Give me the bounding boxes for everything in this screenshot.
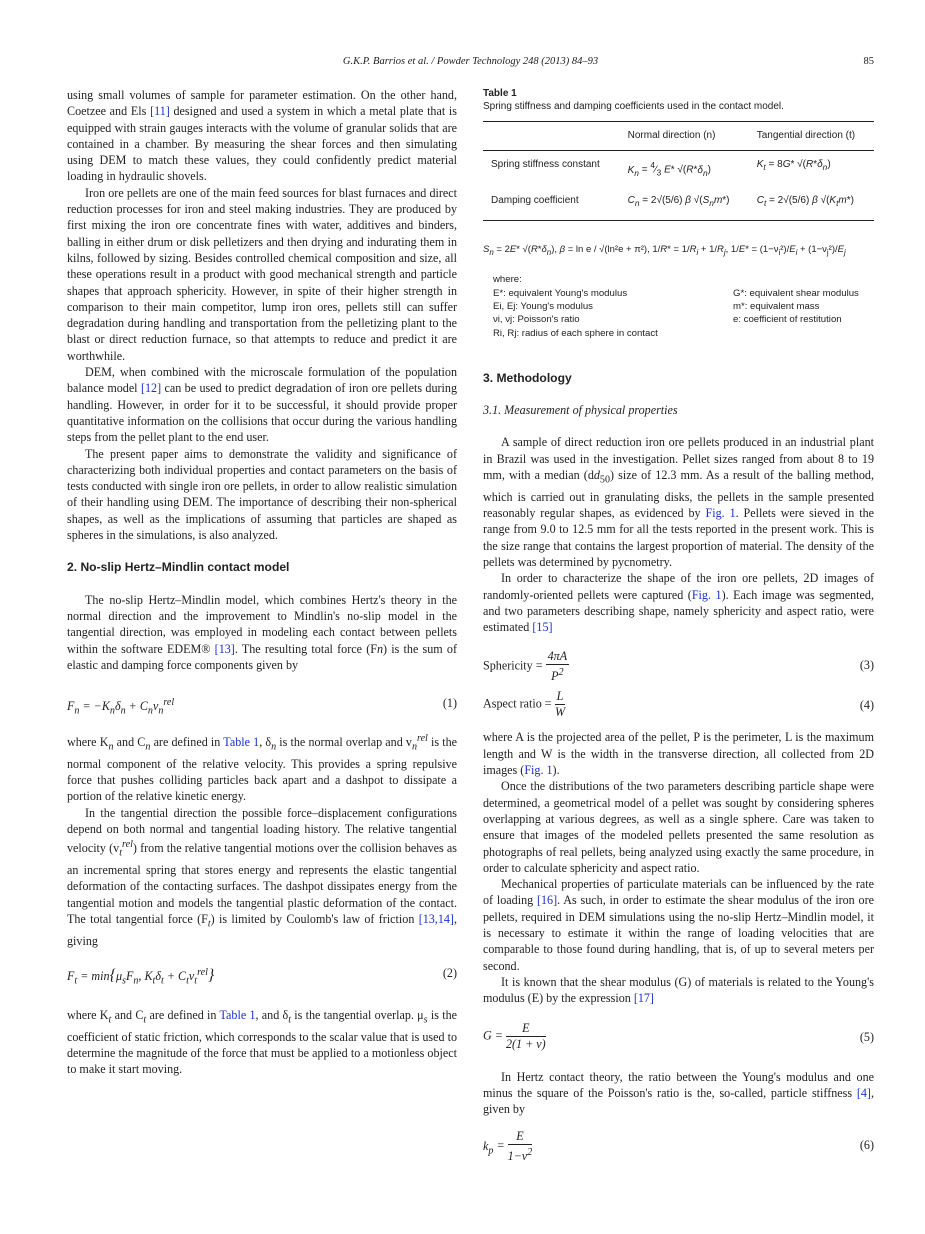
reference-link[interactable]: [11] xyxy=(150,104,170,119)
equation-number: (6) xyxy=(859,1138,874,1153)
equation-3: Sphericity = $\frac{4\pi A}{P^2}$ (3) xyxy=(483,649,874,684)
table-1-formulae: $S_n = 2E*$ $√(R*\delta_n)$, β = ln e / √(ln²e + π²), $1/R* = 1/R_i + 1/R_j$, $1/E* = (1-\nu_i^2)/E_i + (1-\nu_j^2)/E_j$ xyxy=(483,244,846,258)
figure-link[interactable]: Fig. 1 xyxy=(524,763,553,778)
equation-5: G = $\frac{E}{2(1 + \nu)}$ (5) xyxy=(483,1020,874,1051)
paragraph: The present paper aims to demonstrate the validity and significance of characterizing both individual properties and contact parameters on the basis of tests conducted with single iron ore pellets, in order to allow realistic simulation of their handling using DEM. The importance of describing their non-spherical shapes, as well as the implications of assuming that particles are shaped as spheres in the simulations, is also analyzed. xyxy=(67,446,457,543)
journal-citation: G.K.P. Barrios et al. / Powder Technology 248 (2013) 84–93 xyxy=(342,56,599,67)
figure-link[interactable]: Fig. 1 xyxy=(691,587,722,602)
table-cell: $K_t = 8G*$ $√(R*\delta_n)$ xyxy=(756,159,831,173)
table-link[interactable]: Table 1 xyxy=(219,1007,256,1022)
equation-number: (2) xyxy=(442,965,457,980)
paragraph: Once the distributions of the two parameters describing particle shape were determined, a geometrical model of a pellet was sought by considering spheres overlapping at various degrees, as well as a single sphere. Care was taken to ensure that images of the modeled pellets presented the same resolution as photographs of real pellets, being analyzed using exactly the same procedure, in order to calculate sphericity and aspect ratio. xyxy=(483,779,874,875)
reference-link[interactable]: [15] xyxy=(532,620,553,635)
paragraph: In order to characterize the shape of the iron ore pellets, 2D images of randomly-oriented pellets were captured (Fig. 1). Each image was segmented, and two parameters describing shape, namely sphericity and aspect ratio, were estimated [15] xyxy=(483,571,874,635)
table-header: Normal direction (n) xyxy=(620,122,749,151)
equation-number: (3) xyxy=(859,658,874,673)
paragraph: In the tangential direction the possible force–displacement configurations depend on both normal and tangential loading history. The relative tangential velocity $(v_t^{rel})$ from the relative tangential motions over the collision behaves as an incremental spring that stores energy and represents the elastic tangential deformation of the contacting surfaces. The dashpot dissipates energy from the tangential motion and models the tangential plastic deformation of the contact. The total tangential force $(F_t)$ is limited by Coulomb's law of friction [13,14], giving xyxy=(67,805,457,948)
reference-link[interactable]: [16] xyxy=(536,893,558,908)
table-row-label: Spring stiffness constant xyxy=(491,159,600,171)
section-heading: 3. Methodology xyxy=(483,370,572,385)
figure-link[interactable]: Fig. 1 xyxy=(705,506,736,521)
paragraph: Iron ore pellets are one of the main feed sources for blast furnaces and direct reduction processes for iron and steel making industries. They are produced by first mixing the iron ore concentrate fines with water, additives and binders, balling in either drum or disk pelletizers and then drying and indurating them in kilns, followed by sizing. Besides controlled chemical composition and size, all these operations result in a product with good mechanical strength and particle shapes that approach sphericity. However, in spite of their higher strength in comparison to their main competitor, lump iron ores, pellets still can suffer degradation during handling and transportation from the pelletizing plant to the blast or direct reduction furnace, so that attempts to reduce and predict it are worthwhile. xyxy=(67,185,457,363)
left-column xyxy=(67,87,457,1078)
reference-link[interactable]: [17] xyxy=(633,991,654,1006)
table-link[interactable]: Table 1 xyxy=(223,735,260,750)
reference-link[interactable]: [12] xyxy=(140,381,162,396)
table-header: Tangential direction (t) xyxy=(749,122,874,151)
paragraph: where $K_t$ and $C_t$ are defined in Table 1, and $\delta_t$ is the tangential overlap. $\mu_s$ is the coefficient of static friction, which corresponds to the scalar value that is used to determine the magnitude of the force that must be applied to a motionless object to make it start moving. xyxy=(67,1007,457,1077)
equation-number: (4) xyxy=(859,698,874,713)
reference-link[interactable]: [13] xyxy=(214,641,235,656)
paragraph: The no-slip Hertz–Mindlin model, which combines Hertz's theory in the normal direction and the improvement to Mindlin's no-slip model in the tangential direction, was employed in modeling each contact between pellets within the software EDEM® [13]. The resulting total force (Fn) is the sum of elastic and damping force components given by xyxy=(67,592,457,672)
table-1-notes: where: E*: equivalent Young's modulus G*: equivalent shear modulus Ei, Ej: Young's modulus m*: equivalent mass νi, νj: Poisson's ratio e: coefficient of restitution Ri, Rj: radius of each sphere in contact xyxy=(493,274,859,339)
paragraph: using small volumes of sample for parameter estimation. On the other hand, Coetzee and Els [11] designed and used a system in which a metal plate that is equipped with strain gauges interacts with the volume of granular solids that are contained in a chamber. By measuring the shear forces and then simulating using DEM to match these values, they could confidently predict material loading in hydraulic shovels. xyxy=(67,88,457,184)
reference-link[interactable]: [13,14] xyxy=(418,911,454,926)
table-cell: $C_t = 2√(5/6)$ β $√(K_tm*)$ xyxy=(749,187,874,221)
table-1-caption: Table 1 Spring stiffness and damping coefficients used in the contact model. xyxy=(483,88,784,112)
page-number: 85 xyxy=(863,56,874,67)
running-header xyxy=(67,56,874,72)
paragraph: Mechanical properties of particulate materials can be influenced by the rate of loading [16]. As such, in order to estimate the shear modulus of the iron ore pellets, required in DEM simulations using the no-slip Hertz–Mindlin model, it is necessary to estimate it within the range of loading velocities that are comparable to those found during handling, that is, of up to several meters per second. xyxy=(483,877,874,973)
paragraph: DEM, when combined with the microscale formulation of the population balance model [12] can be used to predict degradation of iron ore pellets during handling. However, in order for it to be successful, it should provide proper quantitative information on the collisions that occur during the various handling steps from the pellet plant to the end user. xyxy=(67,365,458,445)
paragraph: where A is the projected area of the pellet, P is the perimeter, L is the maximum length and W is the width in the transverse direction, all collected from 2D images (Fig. 1). xyxy=(483,730,874,778)
paragraph: A sample of direct reduction iron ore pellets produced in an industrial plant in Brazil was used in the investigation. Pellet sizes ranged from about 8 to 19 mm, with a median $(dd_{50})$ size of 12.3 mm. As a result of the balling method, which is carried out in granulating disks, the pellets in the sample presented reasonably regular shapes, as evidenced by Fig. 1. Pellets were sieved in the range from 9.0 to 12.5 mm for all the tests reported in the present work. This is the size range that contains the largest proportion of material. The density of the pellets was determined by pycnometry. xyxy=(483,435,874,569)
table-1 xyxy=(483,121,874,221)
paragraph: where $K_n$ and $C_n$ are defined in Table 1, $\delta_n$ is the normal overlap and $v_n^{rel}$ is the normal component of the relative velocity. This provides a spring repulsive force that pushes colliding particles back apart and a dashpot to dissipate a portion of the relative kinetic energy. xyxy=(67,733,458,804)
table-cell: $C_n = 2√(5/6)$ β $√(S_nm*)$ xyxy=(620,187,749,221)
equation-number: (1) xyxy=(442,696,457,711)
equation-1: $F_n = -K_n\delta_n + C_nv_n^{rel}$ (1) xyxy=(67,696,457,717)
table-row-label: Damping coefficient xyxy=(483,187,620,221)
paragraph: It is known that the shear modulus (G) of materials is related to the Young's modulus (E) by the expression [17] xyxy=(483,974,874,1006)
equation-4: Aspect ratio = $\frac{L}{W}$ (4) xyxy=(483,689,874,720)
equation-6: $k_p$ = $\frac{E}{1-\nu^2}$ (6) xyxy=(483,1129,874,1164)
section-heading: 2. No-slip Hertz–Mindlin contact model xyxy=(67,560,290,575)
table-cell: $K_n$ = $^4⁄_3$ E* $√(R*\delta_n)$ xyxy=(627,160,711,178)
paragraph: In Hertz contact theory, the ratio between the Young's modulus and one minus the square of the Poisson's ratio is the, so-called, particle stiffness [4], given by xyxy=(483,1069,874,1117)
right-column xyxy=(483,87,874,1163)
reference-link[interactable]: [4] xyxy=(856,1085,871,1100)
subsection-heading: 3.1. Measurement of physical properties xyxy=(483,403,678,418)
equation-2: $F_t = \min\{\mu_sF_n$, $K_t\delta_t + C_tv_t^{rel}$} (2) xyxy=(67,965,457,987)
equation-number: (5) xyxy=(859,1029,874,1044)
